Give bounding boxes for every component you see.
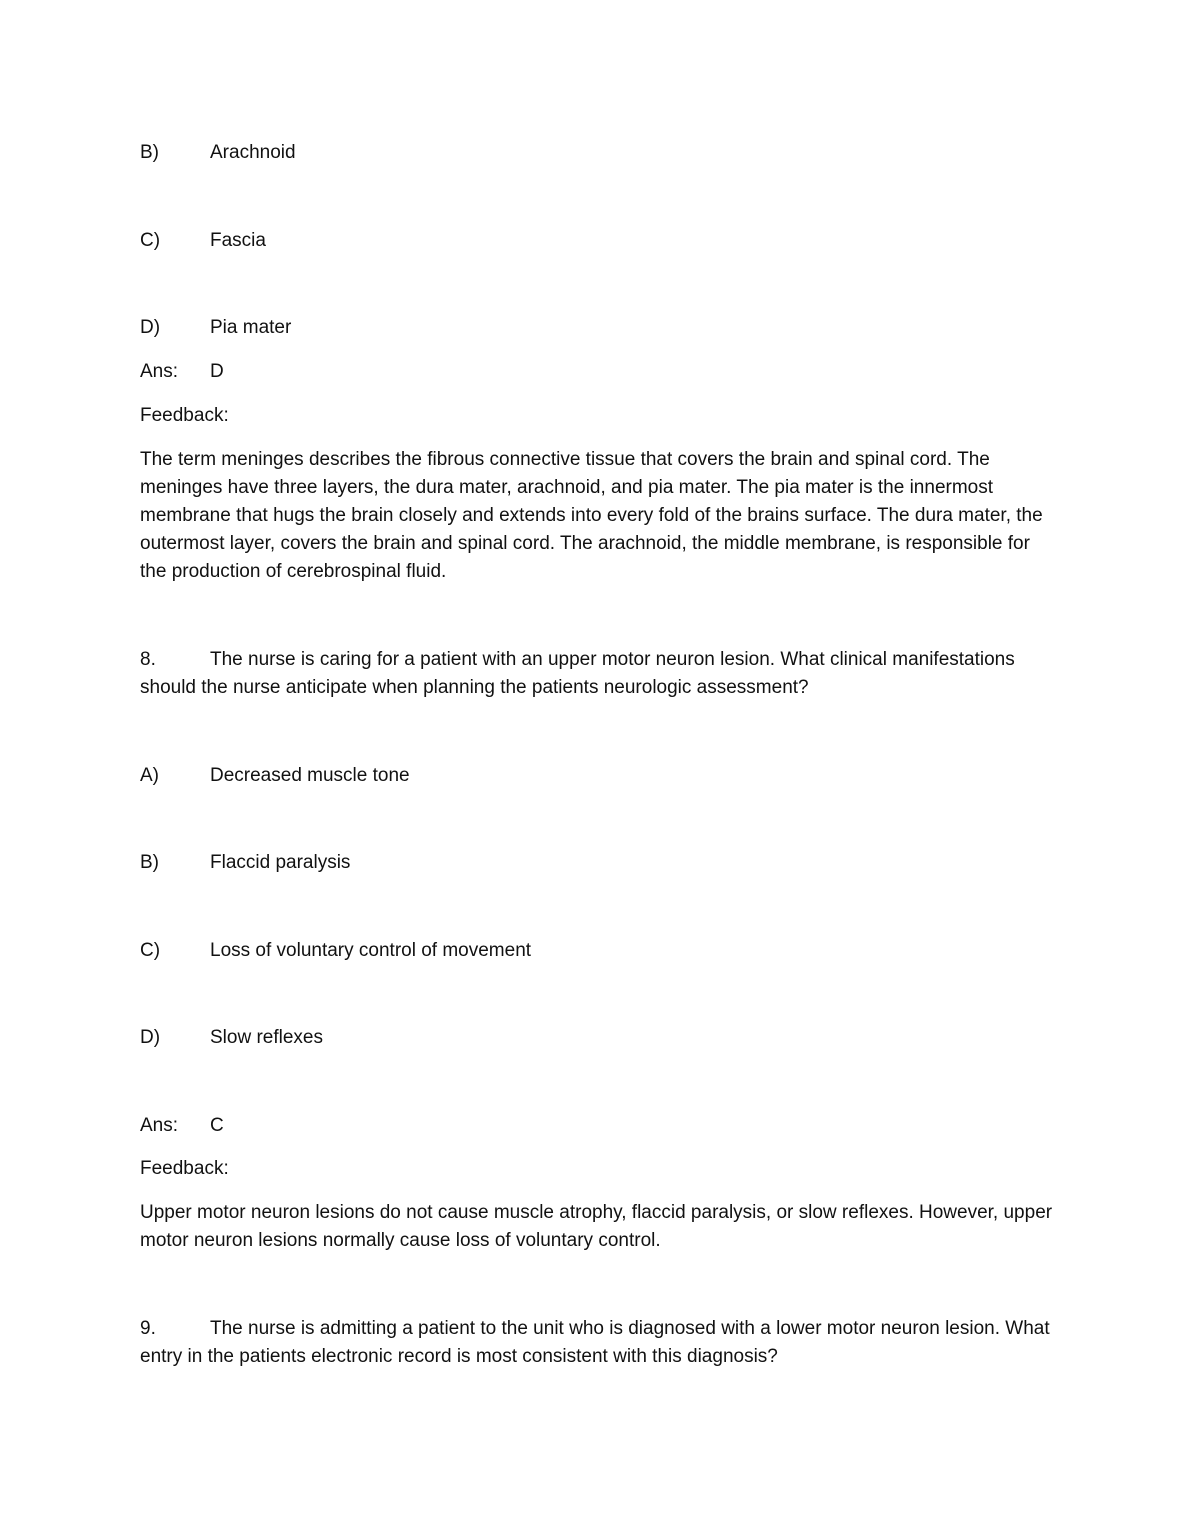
q8-answer [140, 1112, 224, 1140]
question-text: The nurse is caring for a patient with an upper motor neuron lesion. What clinical manifestations should the nurse anticipate when planning the patients neurologic assessment? [140, 649, 1015, 698]
q8-feedback-label: Feedback: [140, 1158, 229, 1179]
option-letter: A) [140, 765, 159, 786]
q9-question [140, 1315, 1055, 1371]
question-text: The nurse is admitting a patient to the unit who is diagnosed with a lower motor neuron lesion. What entry in the patients electronic record is most consistent with this diagnosis? [140, 1318, 1050, 1367]
q7-option-d [140, 314, 291, 342]
option-letter: D) [140, 317, 161, 338]
option-text: Arachnoid [210, 142, 296, 163]
answer-value: D [210, 361, 224, 382]
option-text: Fascia [210, 230, 266, 251]
option-letter: B) [140, 852, 159, 873]
option-text: Flaccid paralysis [210, 852, 351, 873]
option-letter: C) [140, 940, 161, 961]
q8-option-a [140, 762, 410, 790]
answer-label: Ans: [140, 1115, 179, 1136]
answer-label: Ans: [140, 361, 179, 382]
q8-option-c [140, 937, 531, 965]
q7-feedback-text: The term meninges describes the fibrous connective tissue that covers the brain and spinal cord. The meninges have three layers, the dura mater, arachnoid, and pia mater. The pia mater is the innermost membrane that hugs the brain closely and extends into every fold of the brains surface. The dura mater, the outermost layer, covers the brain and spinal cord. The arachnoid, the middle membrane, is responsible for the production of cerebrospinal fluid. [140, 449, 1043, 582]
q7-answer [140, 358, 224, 386]
question-number: 9. [140, 1318, 156, 1339]
q8-option-b [140, 849, 350, 877]
option-letter: C) [140, 230, 161, 251]
q8-question [140, 646, 1055, 702]
option-text: Slow reflexes [210, 1027, 323, 1048]
option-text: Loss of voluntary control of movement [210, 940, 532, 961]
option-letter: D) [140, 1027, 161, 1048]
question-number: 8. [140, 649, 156, 670]
option-text: Decreased muscle tone [210, 765, 410, 786]
q7-option-c [140, 227, 266, 255]
option-text: Pia mater [210, 317, 292, 338]
q8-option-d [140, 1024, 323, 1052]
q7-option-b [140, 139, 296, 167]
q7-feedback-label: Feedback: [140, 405, 229, 426]
answer-value: C [210, 1115, 224, 1136]
option-letter: B) [140, 142, 159, 163]
q8-feedback-text: Upper motor neuron lesions do not cause muscle atrophy, flaccid paralysis, or slow reflexes. However, upper motor neuron lesions normally cause loss of voluntary control. [140, 1202, 1053, 1251]
